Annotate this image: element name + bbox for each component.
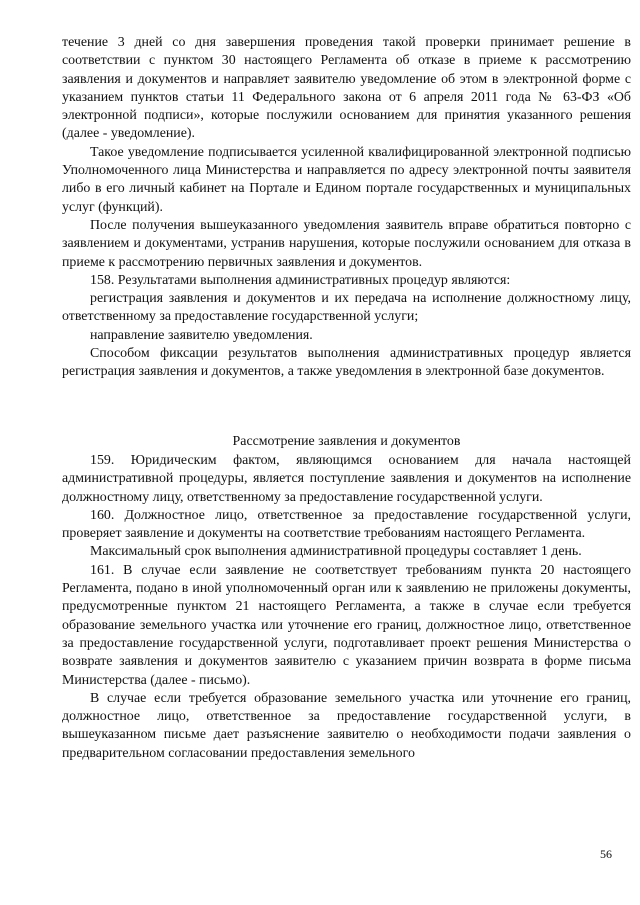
paragraph: 161. В случае если заявление не соответствует требованиям пункта 20 настоящего Регламента, подано в иной уполномоченный орган или к заявлению не приложены документы, предусмотренные пунктом 21 настоящего Регламента, а также в случае если требуется образование земельного участка или уточнение его границ, должностное лицо, ответственное за предоставление государственной услуги, подготавливает проект решения Министерства о возврате заявления и документов заявителю с указанием причин возврата в форме письма Министерства (далее - письмо). bbox=[62, 562, 631, 688]
paragraph: направление заявителю уведомления. bbox=[90, 327, 313, 343]
paragraph: Такое уведомление подписывается усиленной квалифицированной электронной подписью Уполномоченного лица Министерства и направляется по адресу электронной почты заявителя либо в его личный кабинет на Портале и Едином портале государственных и муниципальных услуг (функций). bbox=[62, 144, 631, 215]
paragraph: Максимальный срок выполнения административной процедуры составляет 1 день. bbox=[90, 544, 582, 560]
paragraph: 159. Юридическим фактом, являющимся основанием для начала настоящей административной процедуры, является поступление заявления и документов на исполнение должностному лицу, ответственному за предоставление государственной услуги. bbox=[62, 453, 631, 505]
paragraph: 160. Должностное лицо, ответственное за предоставление государственной услуги, проверяет заявление и документы на соответствие требованиям настоящего Регламента. bbox=[62, 507, 631, 542]
paragraph: В случае если требуется образование земельного участка или уточнение его границ, должностное лицо, ответственное за предоставление государственной услуги, в вышеуказанном письме дает разъяснение заявителю о необходимости подачи заявления о предварительном согласовании предоставления земельного bbox=[62, 690, 631, 761]
text-block-lower bbox=[62, 452, 631, 763]
paragraph: Способом фиксации результатов выполнения административных процедур является регистрация заявления и документов, а также уведомления в электронной базе документов. bbox=[62, 346, 631, 380]
paragraph: регистрация заявления и документов и их передача на исполнение должностному лицу, ответственному за предоставление государственной услуги; bbox=[62, 291, 631, 325]
paragraph: 158. Результатами выполнения административных процедур являются: bbox=[90, 272, 511, 288]
text-block-upper bbox=[62, 34, 631, 382]
paragraph: течение 3 дней со дня завершения проведения такой проверки принимает решение в соответствии с пунктом 30 настоящего Регламента об отказе в приеме к рассмотрению заявления и документов и направляет заявителю уведомление об этом в электронной форме с указанием пунктов статьи 11 Федерального закона от 6 апреля 2011 года № 63-ФЗ «Об электронной подписи», которые послужили основанием для принятия указанного решения (далее - уведомление). bbox=[62, 35, 631, 142]
paragraph: После получения вышеуказанного уведомления заявитель вправе обратиться повторно с заявлением и документами, устранив нарушения, которые послужили основанием для отказа в приеме к рассмотрению первичных заявления и документов. bbox=[62, 217, 631, 270]
section-heading: Рассмотрение заявления и документов bbox=[232, 434, 461, 449]
page-number: 56 bbox=[600, 847, 612, 861]
